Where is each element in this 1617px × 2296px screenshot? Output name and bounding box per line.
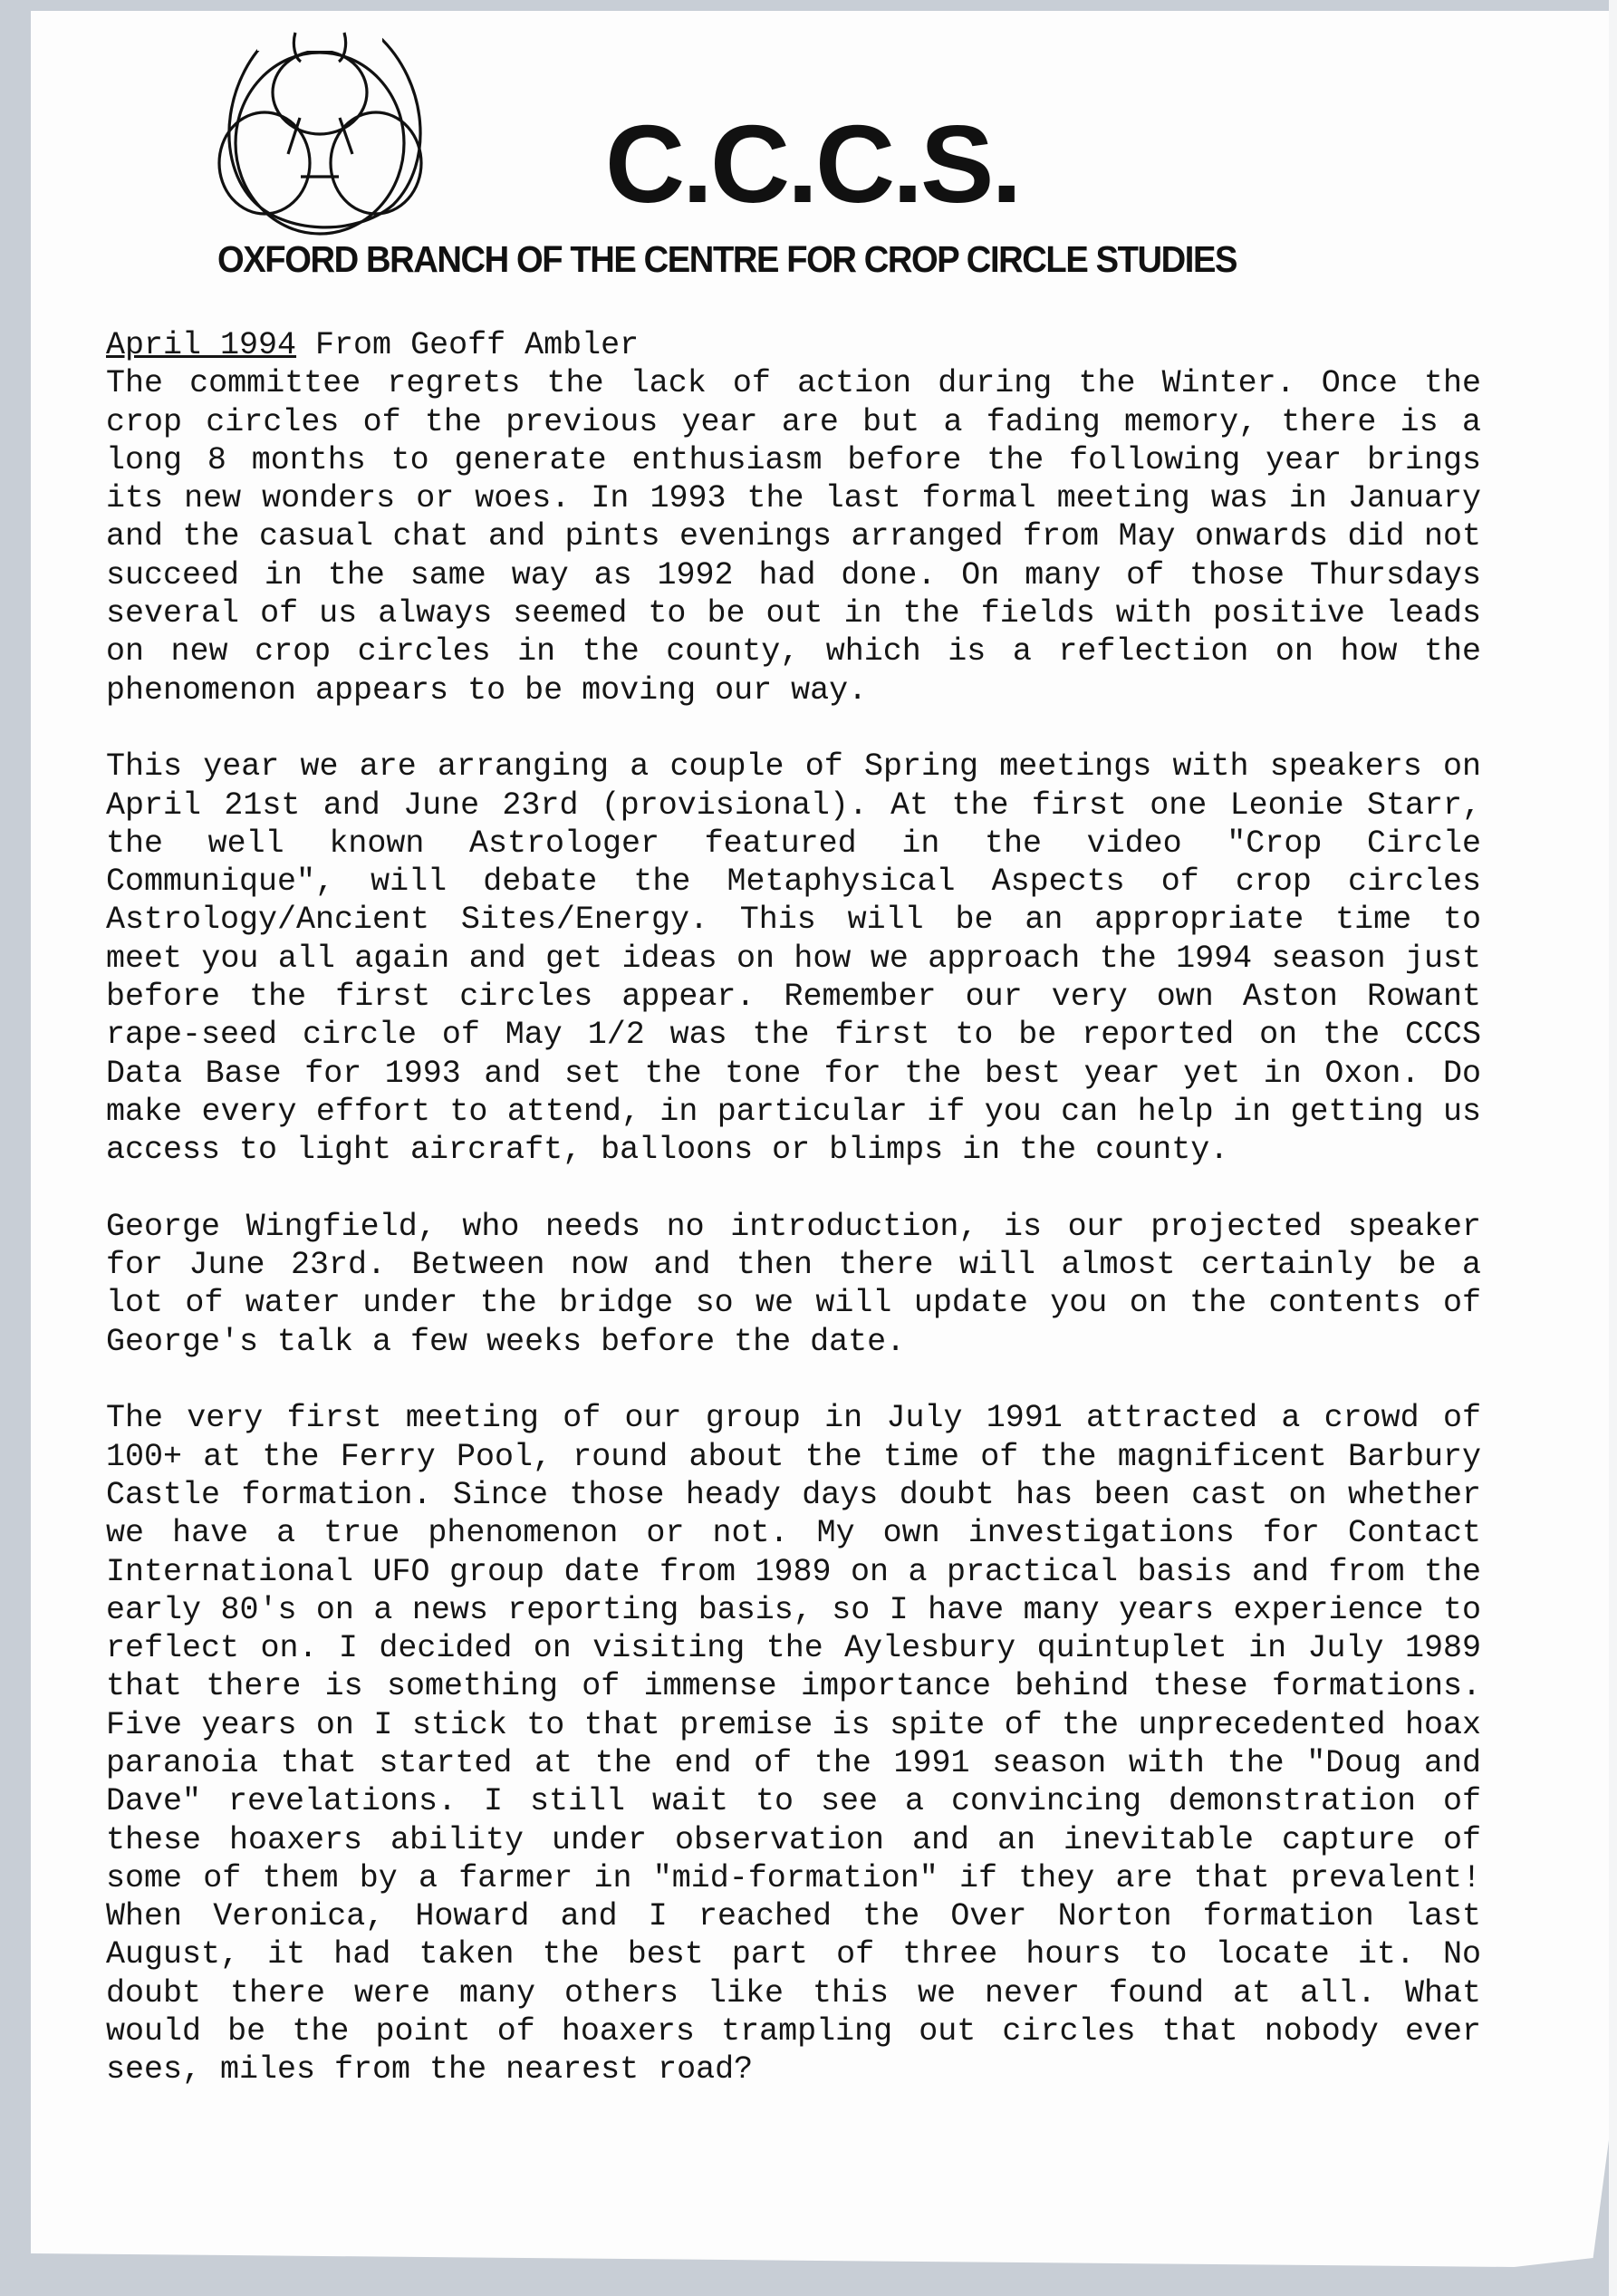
paragraph-gap <box>106 1361 1481 1399</box>
text-line: lot of water under the bridge so we will update you on the contents of <box>106 1285 1481 1322</box>
text-line: This year we are arranging a couple of Spring meetings with speakers on <box>106 748 1481 786</box>
text-line: April 21st and June 23rd (provisional). At the first one Leonie Starr, <box>106 786 1481 824</box>
letter-author: From Geoff Ambler <box>296 327 640 363</box>
paragraph <box>106 1208 1481 1361</box>
paragraph-gap <box>106 709 1481 748</box>
text-line: George's talk a few weeks before the date. <box>106 1323 906 1360</box>
paragraphs <box>106 364 1481 2089</box>
logo-outer-arc <box>229 36 420 227</box>
text-line: August, it had taken the best part of three hours to locate it. No <box>106 1936 1481 1973</box>
text-line: 100+ at the Ferry Pool, round about the time of the magnificent Barbury <box>106 1438 1481 1475</box>
text-line: make every effort to attend, in particular if you can help in getting us <box>106 1093 1481 1130</box>
text-line: that there is something of immense importance behind these formations. <box>106 1668 1481 1705</box>
text-line: early 80's on a news reporting basis, so I have many years experience to <box>106 1591 1481 1628</box>
text-line: paranoia that started at the end of the 1991 season with the "Doug and <box>106 1744 1481 1781</box>
text-line: and the casual chat and pints evenings arranged from May onwards did not <box>106 518 1481 555</box>
paragraph <box>106 1399 1481 2089</box>
text-line: access to light aircraft, balloons or blimps in the county. <box>106 1132 1229 1169</box>
text-line: we have a true phenomenon or not. My own investigations for Contact <box>106 1515 1481 1552</box>
text-line: doubt there were many others like this we never found at all. What <box>106 1974 1481 2011</box>
text-line: crop circles of the previous year are but a fading memory, there is a <box>106 403 1481 440</box>
text-line: several of us always seemed to be out in the fields with positive leads <box>106 595 1481 632</box>
text-line: The very first meeting of our group in July 1991 attracted a crowd of <box>106 1400 1481 1437</box>
text-line: Dave" revelations. I still wait to see a convincing demonstration of <box>106 1783 1481 1820</box>
text-line: succeed in the same way as 1992 had done. On many of those Thursdays <box>106 556 1481 593</box>
text-line: its new wonders or woes. In 1993 the last formal meeting was in January <box>106 480 1481 517</box>
letter-date: April 1994 <box>106 327 297 363</box>
page-title: C.C.C.S. <box>605 102 1020 226</box>
text-line: sees, miles from the nearest road? <box>106 2051 754 2089</box>
text-line: before the first circles appear. Remember our very own Aston Rowant <box>106 979 1481 1016</box>
paragraph <box>106 364 1481 709</box>
text-line: long 8 months to generate enthusiasm before the following year brings <box>106 441 1481 478</box>
logo-top-circle <box>273 51 367 134</box>
text-line: these hoaxers ability under observation and an inevitable capture of <box>106 1821 1481 1858</box>
text-line: Five years on I stick to that premise is spite of the unprecedented hoax <box>106 1706 1481 1743</box>
text-line: phenomenon appears to be moving our way. <box>106 671 868 709</box>
text-line: would be the point of hoaxers trampling out circles that nobody ever <box>106 2013 1481 2050</box>
text-line: for June 23rd. Between now and then there will almost certainly be a <box>106 1247 1481 1284</box>
text-line: George Wingfield, who needs no introduction, is our projected speaker <box>106 1208 1481 1245</box>
text-line: reflect on. I decided on visiting the Aylesbury quintuplet in July 1989 <box>106 1630 1481 1667</box>
text-line: International UFO group date from 1989 on a practical basis and from the <box>106 1553 1481 1590</box>
paragraph <box>106 748 1481 1169</box>
paragraph-gap <box>106 1170 1481 1208</box>
text-line: The committee regrets the lack of action during the Winter. Once the <box>106 365 1481 402</box>
text-line: on new crop circles in the county, which is a reflection on how the <box>106 633 1481 670</box>
letter-heading <box>106 326 1481 364</box>
logo-middle-ring <box>236 53 404 234</box>
text-line: rape-seed circle of May 1/2 was the first to be reported on the CCCS <box>106 1017 1481 1054</box>
text-line: Castle formation. Since those heady days doubt has been cast on whether <box>106 1476 1481 1513</box>
text-line: meet you all again and get ideas on how we approach the 1994 season just <box>106 940 1481 977</box>
page-subtitle: OXFORD BRANCH OF THE CENTRE FOR CROP CIRCLE STUDIES <box>217 238 1237 280</box>
logo-connectors <box>288 118 352 177</box>
text-line: Astrology/Ancient Sites/Energy. This will be an appropriate time to <box>106 902 1481 939</box>
crop-circle-logo-icon <box>201 27 438 237</box>
text-line: the well known Astrologer featured in the video "Crop Circle <box>106 825 1481 862</box>
text-line: some of them by a farmer in "mid-formation" if they are that prevalent! <box>106 1859 1481 1896</box>
text-line: Communique", will debate the Metaphysical Aspects of crop circles <box>106 863 1481 901</box>
text-line: Data Base for 1993 and set the tone for the best year yet in Oxon. Do <box>106 1055 1481 1092</box>
text-line: When Veronica, Howard and I reached the Over Norton formation last <box>106 1898 1481 1935</box>
scan-edge <box>1609 0 1617 2296</box>
letter-body <box>106 326 1481 2089</box>
